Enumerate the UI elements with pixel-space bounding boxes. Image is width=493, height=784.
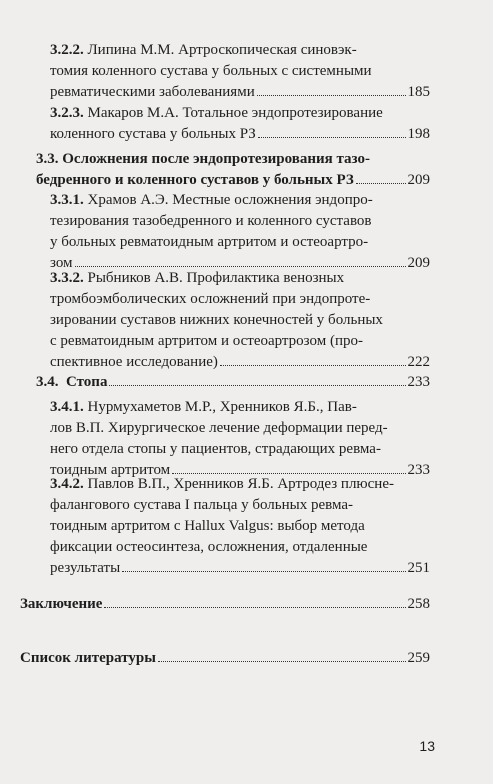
entry-number: 3.3.1.	[50, 192, 84, 208]
entry-text: с ревматоидным артритом и остеоартрозом (про-	[50, 333, 363, 349]
entry-text: у больных ревматоидным артритом и остеоартро-	[50, 234, 369, 250]
entry-page: 198	[407, 126, 430, 142]
entry-text: тоидным артритом с Hallux Valgus: выбор метода	[50, 518, 365, 534]
toc-entry	[50, 103, 430, 145]
dot-leader	[104, 607, 405, 608]
toc-section-heading	[36, 149, 430, 191]
entry-text: спективное исследование)	[50, 354, 218, 370]
toc-entry	[50, 268, 430, 373]
entry-text: коленного сустава у больных РЗ	[50, 126, 256, 142]
entry-text: Стопа	[66, 374, 108, 390]
page-number: 13	[419, 738, 435, 754]
entry-text: Список литературы	[20, 650, 156, 666]
toc-entry	[50, 397, 430, 481]
entry-text: Липина М.М. Артроскопическая синовэк-	[87, 42, 357, 58]
entry-text: Храмов А.Э. Местные осложнения эндопро-	[87, 192, 373, 208]
entry-page: 222	[407, 354, 430, 370]
entry-text: Макаров М.А. Тотальное эндопротезирование	[87, 105, 383, 121]
entry-text: результаты	[50, 560, 121, 576]
dot-leader	[122, 571, 405, 572]
entry-text: зировании суставов нижних конечностей у больных	[50, 312, 383, 328]
entry-page: 258	[407, 596, 430, 612]
toc-conclusion	[20, 594, 430, 615]
entry-text: фалангового сустава I пальца у больных ревма-	[50, 497, 353, 513]
entry-number: 3.3.	[36, 151, 59, 167]
entry-text: Рыбников А.В. Профилактика венозных	[87, 270, 345, 286]
entry-text: тезирования тазобедренного и коленного суставов	[50, 213, 372, 229]
entry-text: тоидным артритом	[50, 462, 171, 478]
entry-page: 185	[407, 84, 430, 100]
toc-entry	[50, 190, 430, 274]
dot-leader	[75, 266, 406, 267]
entry-text: него отдела стопы у пациентов, страдающих ревма-	[50, 441, 381, 457]
entry-page: 251	[407, 560, 430, 576]
dot-leader	[356, 183, 406, 184]
entry-number: 3.3.2.	[50, 270, 84, 286]
entry-text: бедренного и коленного суставов у больных РЗ	[36, 172, 354, 188]
entry-text: тромбоэмболических осложнений при эндопроте-	[50, 291, 371, 307]
entry-page: 233	[407, 462, 430, 478]
entry-number: 3.4.2.	[50, 476, 84, 492]
entry-text: томия коленного сустава у больных с системными	[50, 63, 372, 79]
entry-number: 3.4.1.	[50, 399, 84, 415]
entry-text: Павлов В.П., Хренников Я.Б. Артродез плюсне-	[87, 476, 394, 492]
entry-page: 209	[407, 255, 430, 271]
dot-leader	[158, 661, 406, 662]
entry-page: 209	[407, 172, 430, 188]
entry-number: 3.2.3.	[50, 105, 84, 121]
entry-text: Заключение	[20, 596, 103, 612]
toc-section-heading	[36, 372, 430, 393]
entry-page: 233	[407, 374, 430, 390]
entry-text: Осложнения после эндопротезирования тазо-	[62, 151, 370, 167]
entry-text: Нурмухаметов М.Р., Хренников Я.Б., Пав-	[87, 399, 357, 415]
entry-text: фиксации остеосинтеза, осложнения, отдаленные	[50, 539, 368, 555]
entry-text: лов В.П. Хирургическое лечение деформации перед-	[50, 420, 388, 436]
entry-page: 259	[407, 650, 430, 666]
toc-references	[20, 648, 430, 669]
dot-leader	[109, 385, 405, 386]
dot-leader	[258, 137, 406, 138]
toc-entry	[50, 40, 430, 103]
entry-number: 3.4.	[36, 374, 59, 390]
toc-entry	[50, 474, 430, 579]
dot-leader	[257, 95, 406, 96]
entry-number: 3.2.2.	[50, 42, 84, 58]
dot-leader	[220, 365, 406, 366]
entry-text: зом	[50, 255, 73, 271]
entry-text: ревматическими заболеваниями	[50, 84, 255, 100]
